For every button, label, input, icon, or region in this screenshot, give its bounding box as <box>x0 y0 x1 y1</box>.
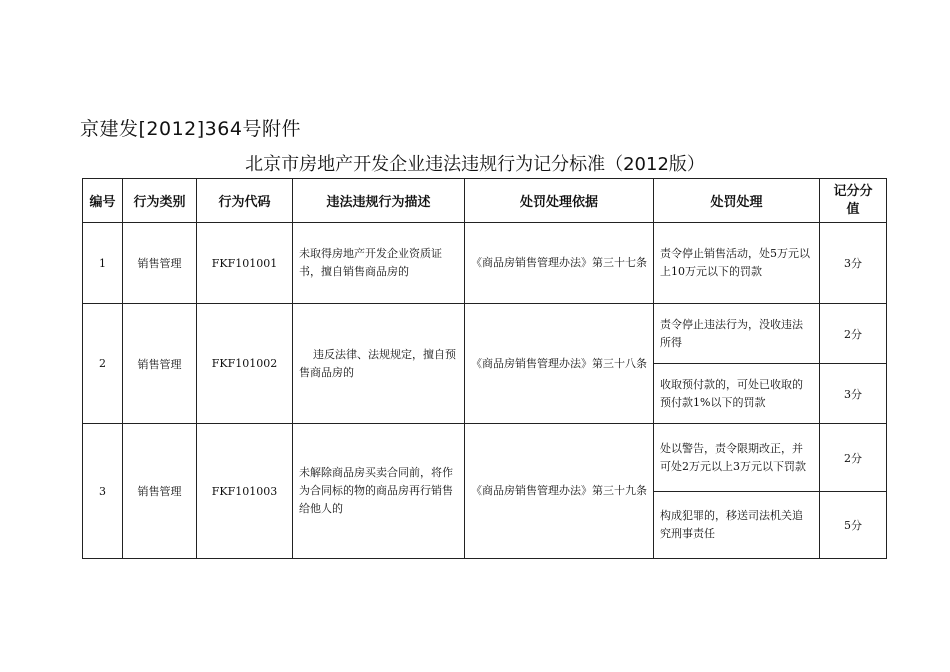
header-code: 行为代码 <box>197 179 293 223</box>
row-penalty: 责令停止销售活动，处5万元以上10万元以下的罚款 <box>654 223 820 304</box>
row-basis: 《商品房销售管理办法》第三十九条 <box>465 424 654 559</box>
row-score: 2分 <box>820 304 887 364</box>
header-basis: 处罚处理依据 <box>465 179 654 223</box>
row-code: FKF101003 <box>197 424 293 559</box>
document-title: 北京市房地产开发企业违法违规行为记分标准（2012版） <box>245 154 705 175</box>
row-description: 未取得房地产开发企业资质证书，擅自销售商品房的 <box>293 223 465 304</box>
table-header-row <box>83 179 887 223</box>
table-row <box>83 304 887 364</box>
table-row <box>83 223 887 304</box>
header-category: 行为类别 <box>123 179 197 223</box>
row-score: 2分 <box>820 424 887 492</box>
row-code: FKF101002 <box>197 304 293 424</box>
row-score: 5分 <box>820 492 887 559</box>
row-score: 3分 <box>820 223 887 304</box>
row-number: 2 <box>83 304 123 424</box>
row-category: 销售管理 <box>123 223 197 304</box>
row-number: 3 <box>83 424 123 559</box>
row-score: 3分 <box>820 364 887 424</box>
row-basis: 《商品房销售管理办法》第三十八条 <box>465 304 654 424</box>
row-penalty: 责令停止违法行为，没收违法所得 <box>654 304 820 364</box>
row-number: 1 <box>83 223 123 304</box>
row-description: 违反法律、法规规定，擅自预售商品房的 <box>293 304 465 424</box>
document-reference: 京建发[2012]364号附件 <box>80 118 301 140</box>
row-penalty: 收取预付款的，可处已收取的预付款1%以下的罚款 <box>654 364 820 424</box>
scoring-table <box>82 178 887 559</box>
row-penalty: 构成犯罪的，移送司法机关追究刑事责任 <box>654 492 820 559</box>
row-code: FKF101001 <box>197 223 293 304</box>
header-description: 违法违规行为描述 <box>293 179 465 223</box>
header-no: 编号 <box>83 179 123 223</box>
header-penalty: 处罚处理 <box>654 179 820 223</box>
row-penalty: 处以警告，责令限期改正，并可处2万元以上3万元以下罚款 <box>654 424 820 492</box>
header-score: 记分分值 <box>820 179 887 223</box>
table-row <box>83 424 887 492</box>
row-basis: 《商品房销售管理办法》第三十七条 <box>465 223 654 304</box>
row-description: 未解除商品房买卖合同前，将作为合同标的物的商品房再行销售给他人的 <box>293 424 465 559</box>
row-category: 销售管理 <box>123 424 197 559</box>
row-category: 销售管理 <box>123 304 197 424</box>
